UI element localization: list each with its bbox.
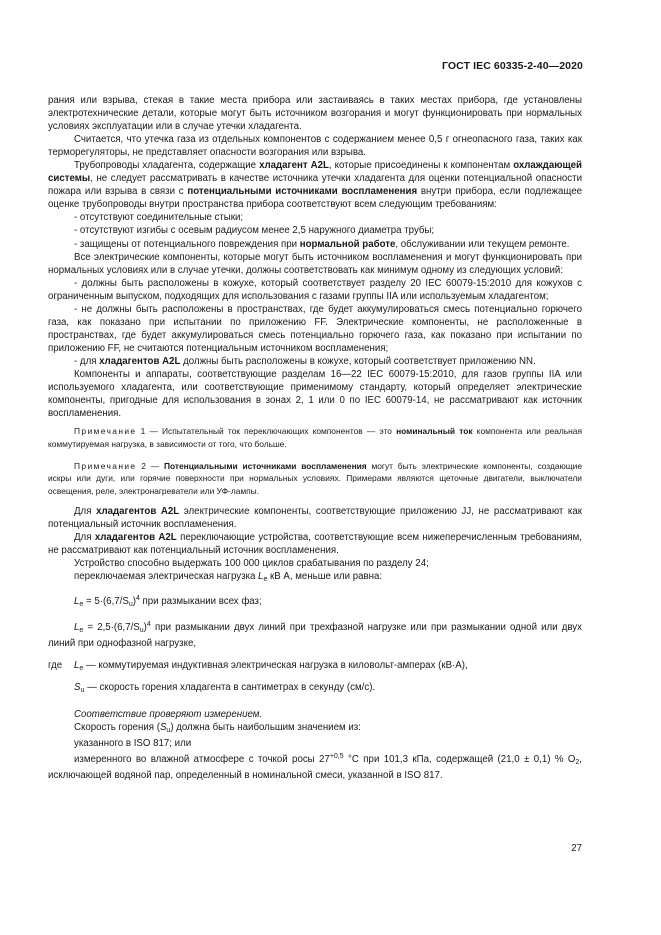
requirement-cycles: Устройство способно выдержать 100 000 циклов срабатывания по разделу 24; bbox=[74, 558, 429, 570]
where-label: где bbox=[48, 659, 63, 671]
page-number: 27 bbox=[571, 843, 582, 854]
legend-su-text: $S_u$ — скорость горения хладагента в сантиметрах в секунду (см/с). bbox=[74, 681, 376, 694]
legend-le-text: $L_e$ — коммутируемая индуктивная электрическая нагрузка в киловольт-амперах (кВ·А), bbox=[74, 659, 468, 672]
note-2: Примечание 2 — Потенциальными источниками воспламенения могут быть электрические компоненты, создающие искры или дуги, или горячие поверхности при нормальных условиях. Примерами являются щеточные двигатели, выключатели освещения, реле, электронагреватели или УФ-лампы. bbox=[48, 460, 583, 496]
formula-all-phases: $L_e = 5\cdot(6,7/S_u)^4$ при размыкании всех фаз; bbox=[74, 595, 262, 609]
list-item: - не должны быть расположены в пространствах, где будет аккумулироваться смесь потенциально горючего газа, как показано при испытании по приложению FF. Электрические компоненты, не расположенные в пространствах, где будет аккумулироваться смесь потенциально горючего газа, как показано при испытании по приложению FF, не считаются потенциальным источником воспламенения; bbox=[48, 303, 582, 354]
note-1: Примечание 1 — Испытательный ток переключающих компонентов — это номинальный ток компонента или реальная коммутируемая нагрузка, в зависимости от того, что больше. bbox=[48, 426, 582, 449]
list-item: - защищены от потенциального повреждения при нормальной работе, обслуживании или текущем ремонте. bbox=[74, 238, 570, 250]
compliance-check: Соответствие проверяют измерением. bbox=[74, 708, 263, 720]
list-item: - отсутствуют соединительные стыки; bbox=[74, 212, 244, 224]
list-item: - для хладагентов A2L должны быть расположены в кожухе, который соответствует приложению NN. bbox=[74, 355, 536, 367]
requirement-load: переключаемая электрическая нагрузка $L_e$ кВ А, меньше или равна: bbox=[74, 571, 383, 584]
burning-velocity-measured: измеренного во влажной атмосфере с точкой росы $27^{+0,5}$ °C при 101,3 кПа, содержащей (21,0 ± 0,1) % $O_2$, исключающей водяной пар, определенный в номинальной смеси, указанной в ISO 817. bbox=[48, 752, 582, 781]
requirement-a2l-switching: Для хладагентов A2L переключающие устройства, соответствующие всем нижеперечисленным требованиям, не рассматривают как потенциальный источник воспламенения. bbox=[48, 532, 582, 557]
paragraph-gas-leak: Считается, что утечка газа из отдельных компонентов с содержанием менее 0,5 г огнеопасного газа, таких как терморегуляторы, не представляет опасности возгорания или взрыва. bbox=[48, 134, 582, 159]
document-body bbox=[48, 94, 582, 782]
list-item: - должны быть расположены в кожухе, который соответствует разделу 20 IEC 60079-15:2010 для кожухов с ограниченным выпуском, подходящих для использования с газами группы IIA или используемым хладагентом; bbox=[48, 277, 582, 302]
burning-velocity-iso: указанного в ISO 817; или bbox=[74, 737, 192, 749]
burning-velocity: Скорость горения $(S_u)$ должна быть наибольшим значением из: bbox=[74, 721, 361, 734]
paragraph-compliant-components: Компоненты и аппараты, соответствующие разделам 16—22 IEC 60079-15:2010, для газов группы IIA или используемого хладагента, или соответствующие применимому стандарту, который определяет электрические компоненты, пригодные для использования в зонах 2, 1 или 0 по IEC 60079-14, не рассматривают как источник воспламенения. bbox=[48, 368, 582, 420]
formula-two-lines: $L_e = 2,5\cdot(6,7/S_u)^4$ при размыкании двух линий при трехфазной нагрузке или при размыкании одной или двух линий при однофазной нагрузке, bbox=[48, 620, 582, 649]
list-item: - отсутствуют изгибы с осевым радиусом менее 2,5 наружного диаметра трубы; bbox=[74, 225, 435, 237]
paragraph-electrical-components: Все электрические компоненты, которые могут быть источником воспламенения и могут функционировать при нормальных условиях или в случае утечки, должны соответствовать как минимум одному из следующих условий: bbox=[48, 251, 582, 276]
paragraph-continuation: рания или взрыва, стекая в такие места прибора или застаиваясь в таких местах прибора, где установлены электротехнические детали, которые могут быть источником возгорания и могут функционировать при нормальных условиях эксплуатации или в случае утечки хладагента. bbox=[48, 95, 582, 133]
legend-su bbox=[48, 681, 582, 697]
paragraph-pipelines: Трубопроводы хладагента, содержащие хладагент A2L, которые присоединены к компонентам охлаждающей системы, не следует рассматривать в качестве источника утечки хладагента для оценки потенциальной опасности пожара или взрыва в связи с потенциальными источниками воспламенения внутри прибора, если подлежащее оценке трубопроводы внутри пространства прибора соответствуют всем следующим требованиям: bbox=[48, 160, 583, 211]
standard-header: ГОСТ IEC 60335-2-40—2020 bbox=[441, 60, 583, 72]
legend-le bbox=[48, 659, 582, 675]
requirement-a2l-jj: Для хладагентов A2L электрические компоненты, соответствующие приложению JJ, не рассматривают как потенциальный источник воспламенения. bbox=[48, 506, 582, 531]
